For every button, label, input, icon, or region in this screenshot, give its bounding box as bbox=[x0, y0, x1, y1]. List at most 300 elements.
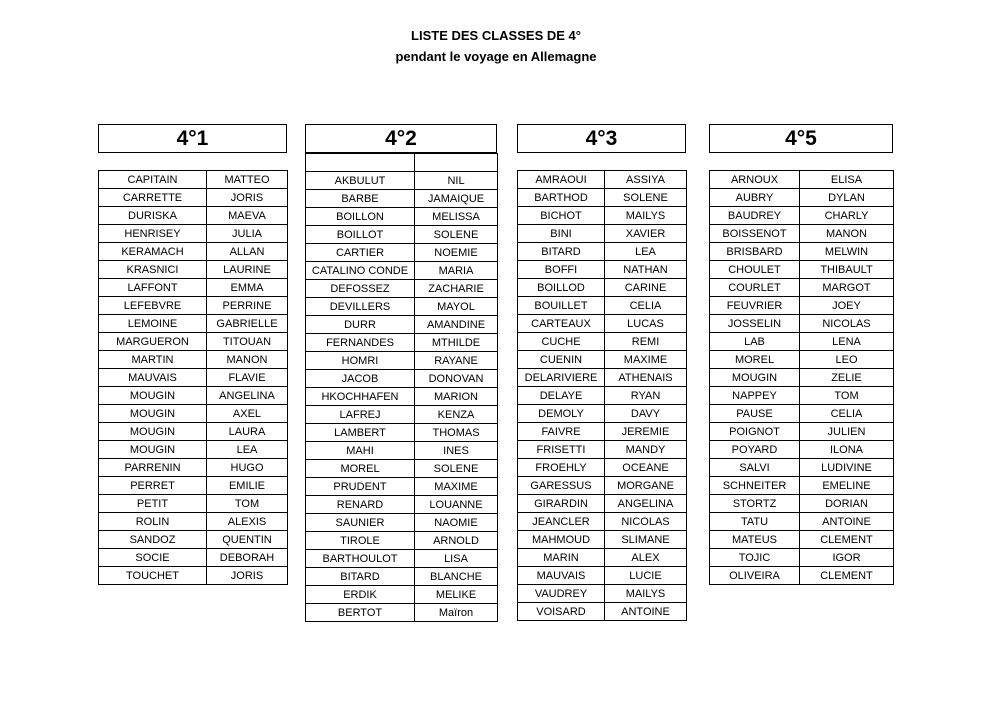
last-name-cell: MOUGIN bbox=[710, 369, 800, 387]
student-row bbox=[710, 315, 894, 333]
first-name-cell: EMELINE bbox=[800, 477, 894, 495]
page-title: LISTE DES CLASSES DE 4° bbox=[411, 28, 581, 43]
first-name-cell: Maïron bbox=[415, 604, 498, 622]
student-row bbox=[710, 279, 894, 297]
last-name-cell: COURLET bbox=[710, 279, 800, 297]
student-row bbox=[518, 549, 687, 567]
first-name-cell: GABRIELLE bbox=[207, 315, 288, 333]
last-name-cell: MAUVAIS bbox=[518, 567, 605, 585]
student-row bbox=[710, 387, 894, 405]
last-name-cell: BRISBARD bbox=[710, 243, 800, 261]
last-name-cell: CUCHE bbox=[518, 333, 605, 351]
first-name-cell: JULIEN bbox=[800, 423, 894, 441]
last-name-cell: MOREL bbox=[710, 351, 800, 369]
last-name-cell: POIGNOT bbox=[710, 423, 800, 441]
last-name-cell: VOISARD bbox=[518, 603, 605, 621]
last-name-cell: SCHNEITER bbox=[710, 477, 800, 495]
student-row bbox=[518, 405, 687, 423]
student-row bbox=[518, 423, 687, 441]
last-name-cell: MARGUERON bbox=[99, 333, 207, 351]
student-row bbox=[518, 315, 687, 333]
student-row bbox=[518, 585, 687, 603]
student-row bbox=[99, 369, 288, 387]
first-name-cell: AXEL bbox=[207, 405, 288, 423]
student-row bbox=[99, 513, 288, 531]
student-row bbox=[306, 406, 498, 424]
last-name-cell: JEANCLER bbox=[518, 513, 605, 531]
first-name-cell: LAURINE bbox=[207, 261, 288, 279]
student-table bbox=[305, 153, 498, 622]
first-name-cell: TITOUAN bbox=[207, 333, 288, 351]
first-name-cell: MELISSA bbox=[415, 208, 498, 226]
last-name-cell: SANDOZ bbox=[99, 531, 207, 549]
last-name-cell: CARTIER bbox=[306, 244, 415, 262]
first-name-cell: ANGELINA bbox=[207, 387, 288, 405]
last-name-cell: MAHMOUD bbox=[518, 531, 605, 549]
first-name-cell: NICOLAS bbox=[605, 513, 687, 531]
first-name-cell: LENA bbox=[800, 333, 894, 351]
student-row bbox=[518, 171, 687, 189]
student-row bbox=[710, 531, 894, 549]
student-row bbox=[710, 333, 894, 351]
last-name-cell: TOUCHET bbox=[99, 567, 207, 585]
student-row bbox=[99, 333, 288, 351]
student-row bbox=[306, 550, 498, 568]
student-row bbox=[710, 513, 894, 531]
student-row bbox=[710, 297, 894, 315]
last-name-cell: HKOCHHAFEN bbox=[306, 388, 415, 406]
student-row bbox=[306, 226, 498, 244]
student-row bbox=[306, 514, 498, 532]
first-name-cell: LEA bbox=[605, 243, 687, 261]
last-name-cell: MARTIN bbox=[99, 351, 207, 369]
first-name-cell: MTHILDE bbox=[415, 334, 498, 352]
last-name-cell: MOREL bbox=[306, 460, 415, 478]
student-row bbox=[710, 243, 894, 261]
student-row bbox=[710, 441, 894, 459]
first-name-cell: SLIMANE bbox=[605, 531, 687, 549]
last-name-cell: BOILLOT bbox=[306, 226, 415, 244]
student-row bbox=[99, 387, 288, 405]
last-name-cell: MOUGIN bbox=[99, 405, 207, 423]
first-name-cell: ANGELINA bbox=[605, 495, 687, 513]
first-name-cell: MELWIN bbox=[800, 243, 894, 261]
last-name-cell: HOMRI bbox=[306, 352, 415, 370]
first-name-cell: NAOMIE bbox=[415, 514, 498, 532]
first-name-cell: NIL bbox=[415, 172, 498, 190]
first-name-cell: ALEXIS bbox=[207, 513, 288, 531]
student-row bbox=[99, 261, 288, 279]
last-name-cell: CARRETTE bbox=[99, 189, 207, 207]
last-name-cell: DELARIVIERE bbox=[518, 369, 605, 387]
last-name-cell: SAUNIER bbox=[306, 514, 415, 532]
last-name-cell: FAIVRE bbox=[518, 423, 605, 441]
last-name-cell: MOUGIN bbox=[99, 441, 207, 459]
student-row bbox=[306, 496, 498, 514]
last-name-cell: BOILLOD bbox=[518, 279, 605, 297]
student-row bbox=[518, 279, 687, 297]
last-name-cell: BARBE bbox=[306, 190, 415, 208]
last-name-cell: OLIVEIRA bbox=[710, 567, 800, 585]
student-row bbox=[99, 315, 288, 333]
student-row bbox=[99, 549, 288, 567]
student-row bbox=[99, 351, 288, 369]
last-name-cell: CUENIN bbox=[518, 351, 605, 369]
student-row bbox=[306, 172, 498, 190]
student-row bbox=[99, 171, 288, 189]
last-name-cell: MARIN bbox=[518, 549, 605, 567]
first-name-cell: ASSIYA bbox=[605, 171, 687, 189]
empty-cell bbox=[306, 154, 415, 172]
student-row bbox=[306, 388, 498, 406]
student-row bbox=[710, 477, 894, 495]
class-block-4-2 bbox=[305, 124, 497, 622]
student-row bbox=[306, 604, 498, 622]
first-name-cell: JOEY bbox=[800, 297, 894, 315]
student-row bbox=[710, 405, 894, 423]
first-name-cell: FLAVIE bbox=[207, 369, 288, 387]
first-name-cell: TOM bbox=[800, 387, 894, 405]
last-name-cell: PAUSE bbox=[710, 405, 800, 423]
first-name-cell: LEA bbox=[207, 441, 288, 459]
first-name-cell: JORIS bbox=[207, 189, 288, 207]
first-name-cell: PERRINE bbox=[207, 297, 288, 315]
first-name-cell: NATHAN bbox=[605, 261, 687, 279]
last-name-cell: DEFOSSEZ bbox=[306, 280, 415, 298]
last-name-cell: BITARD bbox=[306, 568, 415, 586]
last-name-cell: BARTHOULOT bbox=[306, 550, 415, 568]
student-row bbox=[518, 459, 687, 477]
first-name-cell: MATTEO bbox=[207, 171, 288, 189]
first-name-cell: DAVY bbox=[605, 405, 687, 423]
spacer-row bbox=[306, 154, 498, 172]
first-name-cell: CELIA bbox=[800, 405, 894, 423]
student-row bbox=[306, 334, 498, 352]
first-name-cell: ALEX bbox=[605, 549, 687, 567]
first-name-cell: JULIA bbox=[207, 225, 288, 243]
first-name-cell: OCEANE bbox=[605, 459, 687, 477]
first-name-cell: MAYOL bbox=[415, 298, 498, 316]
last-name-cell: CATALINO CONDE bbox=[306, 262, 415, 280]
last-name-cell: HENRISEY bbox=[99, 225, 207, 243]
first-name-cell: MANDY bbox=[605, 441, 687, 459]
first-name-cell: RAYANE bbox=[415, 352, 498, 370]
last-name-cell: ARNOUX bbox=[710, 171, 800, 189]
first-name-cell: LUDIVINE bbox=[800, 459, 894, 477]
first-name-cell: JEREMIE bbox=[605, 423, 687, 441]
student-row bbox=[99, 531, 288, 549]
student-row bbox=[518, 333, 687, 351]
empty-cell bbox=[415, 154, 498, 172]
student-row bbox=[518, 297, 687, 315]
first-name-cell: INES bbox=[415, 442, 498, 460]
last-name-cell: PETIT bbox=[99, 495, 207, 513]
student-row bbox=[518, 495, 687, 513]
last-name-cell: TIROLE bbox=[306, 532, 415, 550]
last-name-cell: KRASNICI bbox=[99, 261, 207, 279]
student-row bbox=[518, 243, 687, 261]
student-row bbox=[518, 441, 687, 459]
first-name-cell: SOLENE bbox=[605, 189, 687, 207]
student-row bbox=[99, 225, 288, 243]
last-name-cell: LAB bbox=[710, 333, 800, 351]
student-row bbox=[710, 171, 894, 189]
last-name-cell: DURR bbox=[306, 316, 415, 334]
last-name-cell: SALVI bbox=[710, 459, 800, 477]
first-name-cell: CLEMENT bbox=[800, 567, 894, 585]
first-name-cell: MAILYS bbox=[605, 207, 687, 225]
student-row bbox=[518, 567, 687, 585]
student-row bbox=[518, 603, 687, 621]
last-name-cell: BOFFI bbox=[518, 261, 605, 279]
student-row bbox=[306, 532, 498, 550]
student-row bbox=[518, 261, 687, 279]
first-name-cell: ELISA bbox=[800, 171, 894, 189]
last-name-cell: DELAYE bbox=[518, 387, 605, 405]
last-name-cell: RENARD bbox=[306, 496, 415, 514]
student-row bbox=[518, 189, 687, 207]
first-name-cell: REMI bbox=[605, 333, 687, 351]
first-name-cell: LEO bbox=[800, 351, 894, 369]
last-name-cell: CARTEAUX bbox=[518, 315, 605, 333]
student-row bbox=[306, 280, 498, 298]
last-name-cell: BOILLON bbox=[306, 208, 415, 226]
first-name-cell: ALLAN bbox=[207, 243, 288, 261]
first-name-cell: MAXIME bbox=[605, 351, 687, 369]
first-name-cell: LAURA bbox=[207, 423, 288, 441]
student-row bbox=[306, 190, 498, 208]
student-row bbox=[306, 352, 498, 370]
student-row bbox=[99, 459, 288, 477]
student-row bbox=[710, 351, 894, 369]
student-row bbox=[306, 370, 498, 388]
first-name-cell: SOLENE bbox=[415, 460, 498, 478]
first-name-cell: THIBAULT bbox=[800, 261, 894, 279]
student-row bbox=[99, 567, 288, 585]
page-subtitle: pendant le voyage en Allemagne bbox=[395, 49, 597, 64]
student-row bbox=[306, 586, 498, 604]
student-table bbox=[98, 170, 288, 585]
last-name-cell: MATEUS bbox=[710, 531, 800, 549]
first-name-cell: MAXIME bbox=[415, 478, 498, 496]
first-name-cell: DYLAN bbox=[800, 189, 894, 207]
last-name-cell: POYARD bbox=[710, 441, 800, 459]
student-row bbox=[99, 297, 288, 315]
first-name-cell: DORIAN bbox=[800, 495, 894, 513]
student-row bbox=[306, 442, 498, 460]
first-name-cell: JAMAIQUE bbox=[415, 190, 498, 208]
student-row bbox=[710, 369, 894, 387]
first-name-cell: MARGOT bbox=[800, 279, 894, 297]
last-name-cell: GIRARDIN bbox=[518, 495, 605, 513]
last-name-cell: FRISETTI bbox=[518, 441, 605, 459]
first-name-cell: ZELIE bbox=[800, 369, 894, 387]
class-block-4-1 bbox=[98, 124, 287, 585]
first-name-cell: XAVIER bbox=[605, 225, 687, 243]
first-name-cell: LOUANNE bbox=[415, 496, 498, 514]
student-row bbox=[306, 208, 498, 226]
student-row bbox=[99, 441, 288, 459]
first-name-cell: CHARLY bbox=[800, 207, 894, 225]
student-row bbox=[518, 225, 687, 243]
student-row bbox=[710, 225, 894, 243]
first-name-cell: QUENTIN bbox=[207, 531, 288, 549]
first-name-cell: IGOR bbox=[800, 549, 894, 567]
last-name-cell: BINI bbox=[518, 225, 605, 243]
student-row bbox=[518, 369, 687, 387]
class-header: 4°1 bbox=[98, 124, 287, 153]
last-name-cell: FEUVRIER bbox=[710, 297, 800, 315]
first-name-cell: MELIKE bbox=[415, 586, 498, 604]
first-name-cell: NICOLAS bbox=[800, 315, 894, 333]
last-name-cell: GARESSUS bbox=[518, 477, 605, 495]
last-name-cell: LEFEBVRE bbox=[99, 297, 207, 315]
student-row bbox=[306, 262, 498, 280]
student-row bbox=[99, 495, 288, 513]
class-block-4-3 bbox=[517, 124, 686, 621]
first-name-cell: MANON bbox=[800, 225, 894, 243]
last-name-cell: BITARD bbox=[518, 243, 605, 261]
class-header: 4°5 bbox=[709, 124, 893, 153]
last-name-cell: LAFREJ bbox=[306, 406, 415, 424]
last-name-cell: PARRENIN bbox=[99, 459, 207, 477]
student-row bbox=[306, 244, 498, 262]
first-name-cell: CELIA bbox=[605, 297, 687, 315]
last-name-cell: BICHOT bbox=[518, 207, 605, 225]
last-name-cell: BOISSENOT bbox=[710, 225, 800, 243]
last-name-cell: AUBRY bbox=[710, 189, 800, 207]
last-name-cell: ERDIK bbox=[306, 586, 415, 604]
first-name-cell: CLEMENT bbox=[800, 531, 894, 549]
last-name-cell: LAMBERT bbox=[306, 424, 415, 442]
last-name-cell: MAHI bbox=[306, 442, 415, 460]
first-name-cell: EMMA bbox=[207, 279, 288, 297]
first-name-cell: LUCIE bbox=[605, 567, 687, 585]
student-row bbox=[518, 207, 687, 225]
student-row bbox=[306, 316, 498, 334]
student-row bbox=[99, 477, 288, 495]
first-name-cell: ZACHARIE bbox=[415, 280, 498, 298]
student-row bbox=[306, 424, 498, 442]
student-row bbox=[306, 568, 498, 586]
student-row bbox=[99, 207, 288, 225]
last-name-cell: MAUVAIS bbox=[99, 369, 207, 387]
first-name-cell: ANTOINE bbox=[605, 603, 687, 621]
student-row bbox=[518, 387, 687, 405]
first-name-cell: ILONA bbox=[800, 441, 894, 459]
student-row bbox=[710, 459, 894, 477]
student-row bbox=[518, 513, 687, 531]
first-name-cell: MORGANE bbox=[605, 477, 687, 495]
student-row bbox=[710, 567, 894, 585]
student-row bbox=[99, 405, 288, 423]
student-table bbox=[709, 170, 894, 585]
student-row bbox=[710, 207, 894, 225]
last-name-cell: TATU bbox=[710, 513, 800, 531]
first-name-cell: HUGO bbox=[207, 459, 288, 477]
student-row bbox=[710, 549, 894, 567]
last-name-cell: DEVILLERS bbox=[306, 298, 415, 316]
last-name-cell: BARTHOD bbox=[518, 189, 605, 207]
student-table bbox=[517, 170, 687, 621]
first-name-cell: NOEMIE bbox=[415, 244, 498, 262]
student-row bbox=[306, 478, 498, 496]
last-name-cell: MOUGIN bbox=[99, 387, 207, 405]
student-row bbox=[99, 243, 288, 261]
last-name-cell: AKBULUT bbox=[306, 172, 415, 190]
first-name-cell: KENZA bbox=[415, 406, 498, 424]
last-name-cell: ROLIN bbox=[99, 513, 207, 531]
last-name-cell: JOSSELIN bbox=[710, 315, 800, 333]
first-name-cell: THOMAS bbox=[415, 424, 498, 442]
first-name-cell: MARION bbox=[415, 388, 498, 406]
last-name-cell: JACOB bbox=[306, 370, 415, 388]
last-name-cell: STORTZ bbox=[710, 495, 800, 513]
last-name-cell: CAPITAIN bbox=[99, 171, 207, 189]
student-row bbox=[710, 189, 894, 207]
class-header: 4°3 bbox=[517, 124, 686, 153]
last-name-cell: BAUDREY bbox=[710, 207, 800, 225]
student-row bbox=[306, 298, 498, 316]
first-name-cell: EMILIE bbox=[207, 477, 288, 495]
student-row bbox=[710, 495, 894, 513]
first-name-cell: DONOVAN bbox=[415, 370, 498, 388]
last-name-cell: AMRAOUI bbox=[518, 171, 605, 189]
first-name-cell: LUCAS bbox=[605, 315, 687, 333]
last-name-cell: DURISKA bbox=[99, 207, 207, 225]
last-name-cell: VAUDREY bbox=[518, 585, 605, 603]
last-name-cell: PRUDENT bbox=[306, 478, 415, 496]
student-row bbox=[99, 279, 288, 297]
first-name-cell: AMANDINE bbox=[415, 316, 498, 334]
last-name-cell: LAFFONT bbox=[99, 279, 207, 297]
first-name-cell: ATHENAIS bbox=[605, 369, 687, 387]
student-row bbox=[99, 423, 288, 441]
first-name-cell: ANTOINE bbox=[800, 513, 894, 531]
first-name-cell: JORIS bbox=[207, 567, 288, 585]
student-row bbox=[306, 460, 498, 478]
last-name-cell: SOCIE bbox=[99, 549, 207, 567]
last-name-cell: CHOULET bbox=[710, 261, 800, 279]
first-name-cell: SOLENE bbox=[415, 226, 498, 244]
last-name-cell: BERTOT bbox=[306, 604, 415, 622]
class-block-4-5 bbox=[709, 124, 893, 585]
last-name-cell: NAPPEY bbox=[710, 387, 800, 405]
student-row bbox=[710, 261, 894, 279]
student-row bbox=[710, 423, 894, 441]
first-name-cell: TOM bbox=[207, 495, 288, 513]
first-name-cell: ARNOLD bbox=[415, 532, 498, 550]
last-name-cell: LEMOINE bbox=[99, 315, 207, 333]
last-name-cell: DEMOLY bbox=[518, 405, 605, 423]
last-name-cell: FROEHLY bbox=[518, 459, 605, 477]
first-name-cell: CARINE bbox=[605, 279, 687, 297]
last-name-cell: KERAMACH bbox=[99, 243, 207, 261]
first-name-cell: MAEVA bbox=[207, 207, 288, 225]
class-header: 4°2 bbox=[305, 124, 497, 153]
first-name-cell: DEBORAH bbox=[207, 549, 288, 567]
first-name-cell: BLANCHE bbox=[415, 568, 498, 586]
first-name-cell: MANON bbox=[207, 351, 288, 369]
student-row bbox=[518, 477, 687, 495]
student-row bbox=[518, 351, 687, 369]
last-name-cell: BOUILLET bbox=[518, 297, 605, 315]
first-name-cell: LISA bbox=[415, 550, 498, 568]
last-name-cell: MOUGIN bbox=[99, 423, 207, 441]
last-name-cell: PERRET bbox=[99, 477, 207, 495]
first-name-cell: RYAN bbox=[605, 387, 687, 405]
first-name-cell: MARIA bbox=[415, 262, 498, 280]
